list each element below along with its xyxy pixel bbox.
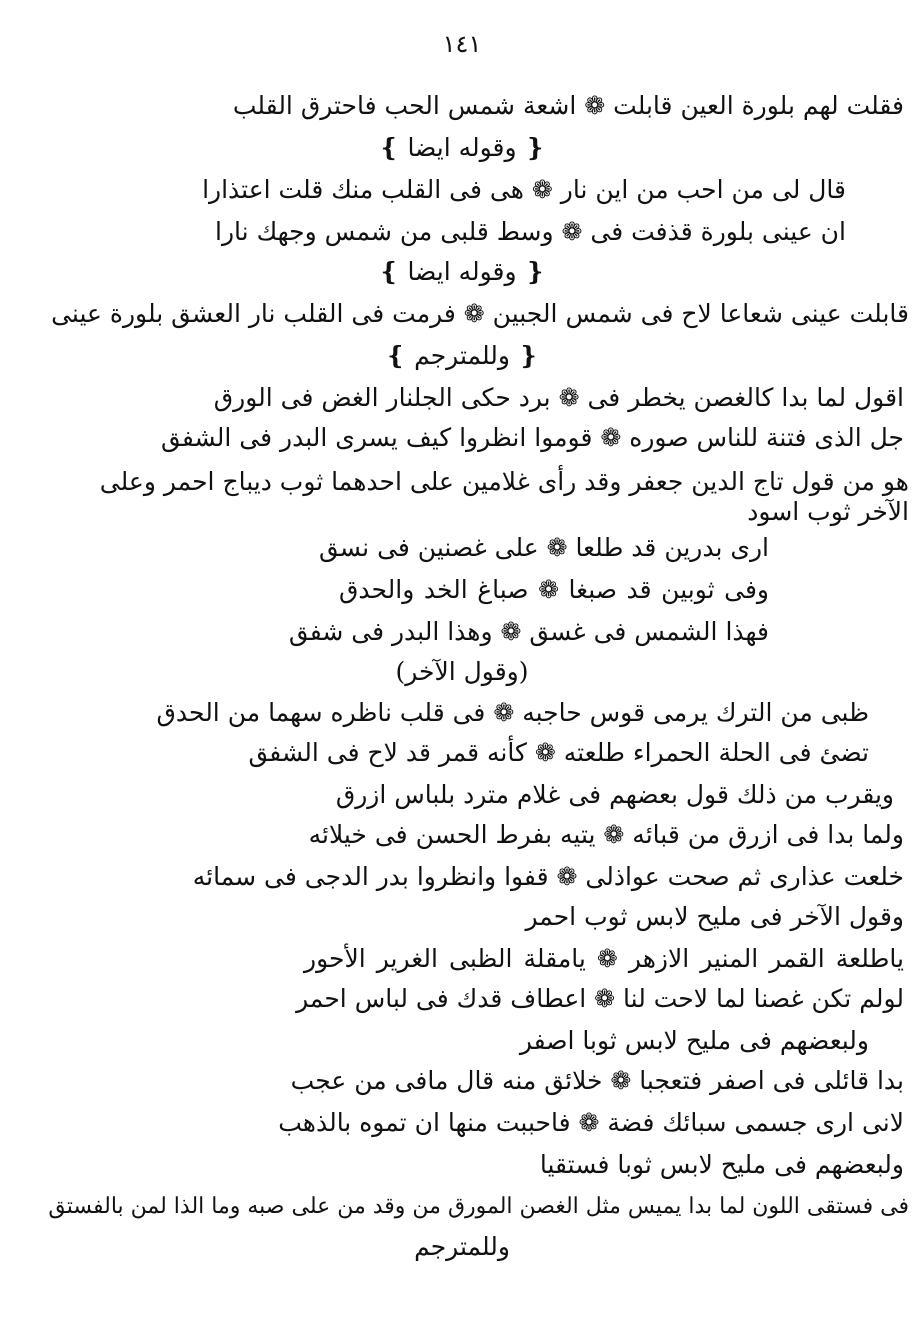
section-heading: ❴ وقوله ايضا ❵ xyxy=(378,257,546,286)
section-heading: وللمترجم xyxy=(414,1232,510,1261)
verse-line: ان عينى بلورة قذفت فى ❁ وسط قلبى من شمس وجهك نارا xyxy=(215,217,846,246)
verse-line: ظبى من الترك يرمى قوس حاجبه ❁ فى قلب ناظره سهما من الحدق xyxy=(156,698,869,727)
text-line: ولبعضهم فى مليح لابس ثوبا اصفر xyxy=(519,1026,869,1055)
text-line: فى فستقى اللون لما بدا يميس مثل الغصن المورق من وقد من على صبه وما الذا لمن بالفستق xyxy=(48,1194,909,1219)
page-number: ١٤١ xyxy=(442,30,482,58)
section-heading: (وقول الآخر) xyxy=(395,657,529,686)
text-line: قابلت عينى شعاعا لاح فى شمس الجبين ❁ فرمت فى القلب نار العشق بلورة عينى xyxy=(51,299,909,328)
verse-line: ياطلعة القمر المنير الازهر ❁ يامقلة الظبى الغرير الأحور xyxy=(304,944,904,973)
section-heading: ❴ وقوله ايضا ❵ xyxy=(378,133,546,162)
verse-line: لولم تكن غصنا لما لاحت لنا ❁ اعطاف قدك فى لباس احمر xyxy=(296,984,904,1013)
text-line: ولبعضهم فى مليح لابس ثوبا فستقيا xyxy=(539,1150,904,1179)
text-line: فقلت لهم بلورة العين قابلت ❁ اشعة شمس الحب فاحترق القلب xyxy=(232,91,904,120)
verse-line: ارى بدرين قد طلعا ❁ على غصنين فى نسق xyxy=(319,533,769,562)
text-line: وقول الآخر فى مليح لابس ثوب احمر xyxy=(525,902,904,931)
verse-line: قال لى من احب من اين نار ❁ هى فى القلب منك قلت اعتذارا xyxy=(202,175,846,204)
verse-line: فهذا الشمس فى غسق ❁ وهذا البدر فى شفق xyxy=(288,617,769,646)
verse-line: اقول لما بدا كالغصن يخطر فى ❁ برد حكى الجلنار الغض فى الورق xyxy=(213,383,904,412)
verse-line: ولما بدا فى ازرق من قبائه ❁ يتيه بفرط الحسن فى خيلائه xyxy=(308,820,904,849)
verse-line: بدا قائلى فى اصفر فتعجبا ❁ خلائق منه قال مافى من عجب xyxy=(290,1066,904,1095)
verse-line: لانى ارى جسمى سبائك فضة ❁ فاحببت منها ان تموه بالذهب xyxy=(278,1108,904,1137)
verse-line: خلعت عذارى ثم صحت عواذلى ❁ قفوا وانظروا بدر الدجى فى سمائه xyxy=(192,862,904,891)
text-line: الآخر ثوب اسود xyxy=(747,497,909,526)
text-line: هو من قول تاج الدين جعفر وقد رأى غلامين على احدهما ثوب ديباج احمر وعلى xyxy=(99,467,909,496)
verse-line: جل الذى فتنة للناس صوره ❁ قوموا انظروا كيف يسرى البدر فى الشفق xyxy=(160,423,904,452)
verse-line: وفى ثوبين قد صبغا ❁ صباغ الخد والحدق xyxy=(339,575,769,604)
text-line: ويقرب من ذلك قول بعضهم فى غلام مترد بلباس ازرق xyxy=(335,780,894,809)
section-heading: ❴ وللمترجم ❵ xyxy=(385,341,539,370)
verse-line: تضئ فى الحلة الحمراء طلعته ❁ كأنه قمر قد لاح فى الشفق xyxy=(248,738,869,767)
